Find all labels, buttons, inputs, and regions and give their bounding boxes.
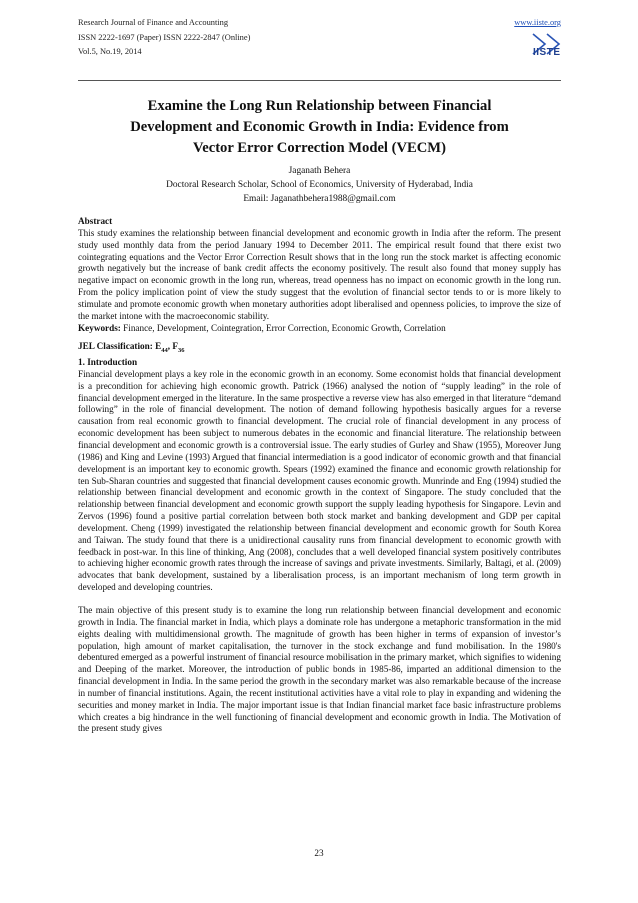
author-email: Email: Jaganathbehera1988@gmail.com — [243, 194, 396, 204]
jel-separator: , F — [167, 341, 178, 352]
jel-label: JEL Classification: E — [78, 341, 162, 352]
title-line: Vector Error Correction Model (VECM) — [193, 140, 446, 156]
title-line: Examine the Long Run Relationship between Financial — [147, 98, 492, 114]
paper-title — [78, 96, 561, 159]
page-number: 23 — [314, 848, 324, 858]
jel-code-sub: 44 — [161, 347, 168, 355]
author-affiliation: Doctoral Research Scholar, School of Economics, University of Hyderabad, India — [166, 180, 473, 190]
author-name: Jaganath Behera — [288, 166, 351, 176]
keywords-line — [78, 323, 561, 335]
jel-code-sub: 36 — [177, 347, 185, 355]
spacer — [78, 594, 561, 605]
introduction-heading: 1. Introduction — [78, 357, 138, 368]
keywords-text: Finance, Development, Cointegration, Error Correction, Economic Growth, Correlation — [123, 322, 446, 333]
header-divider — [78, 80, 561, 81]
journal-website-link[interactable]: www.iiste.org — [514, 18, 561, 27]
journal-issn: ISSN 2222-1697 (Paper) ISSN 2222-2847 (Online) — [78, 32, 251, 42]
journal-header — [78, 16, 561, 60]
abstract-heading: Abstract — [78, 216, 113, 226]
jel-classification — [78, 341, 561, 357]
author-block — [78, 164, 561, 206]
abstract-text: This study examines the relationship between financial development and economic growth in India after the reform. The present study used monthly data from the period January 1994 to December 2011. The empirical result found that there exist two cointegrating equations and the Vector Error Correction Result shows that in the long run the stock market is affecting economic growth negatively but the increase of bank credit affects the economy positively. The result also found that money supply has negative impact on economic growth in the long run, whereas, tread openness has no impact on economic growth in the long run. From the policy implication point of view the study suggest that the evolution of financial sector tends to or is more likely to stimulate and promote economic growth when monetary authorities adopt liberalised and openness policies, to improve the size of the market intone with the macroeconomic stability. — [78, 227, 561, 321]
introduction-paragraph: The main objective of this present study is to examine the long run relationship between financial development and economic growth in India. The financial market in India, which plays a dominate role has undergone a metaphoric transformation in the mid eights dealing with multidimensional growth. The magnitude of growth has been higher in terms of expansion of investor’s population, high amount of market capitalisation, the turnover in the stock exchange and fund mobilisation. In the 1980's debentured emerged as a powerful instrument of financial resource mobilisation in the primary market, which signifies to widening and Deeping of the market. Moreover, the introduction of public bonds in 1985-86, imparted an additional dimension to the financial development in India. In the same period the growth in the secondary market was also remarkable because of the increase in number of financial institutions. Again, the recent institutional activities have a vital role to play in expanding and widening the securities and money market in India. The major important issue is that Indian financial market face basic infrastructure problems which creates a big hindrance in the well functioning of financial development and economic growth in India. The Motivation of the present study gives — [78, 604, 561, 734]
iiste-logo-text: IISTE — [533, 47, 561, 58]
journal-volume: Vol.5, No.19, 2014 — [78, 47, 142, 56]
introduction-paragraph: Financial development plays a key role in the economic growth in an economy. Some economist holds that financial development is a precondition for achieving high economic growth. Patrick (1966) analysed the notion of “supply leading” in the role of financial development emerged in the literature. In the same prospective a reverse view has also emerged in that literature “demand following” in the role of financial development. The notion of demand following hypothesis basically argues for a reverse causation from real economic growth to financial development. The crucial role of financial development in any process of economic development has been subject to numerous debates in the economic and financial literature. The relationship between financial development and economic growth is a controversial issue. The early studies of Gurley and Shaw (1955), Moreover Jung (1986) and King and Levine (1993) Argued that financial intermediation is a good indicator of economic growth and that financial development is an important key to economic growth. Spears (1992) examined the finance and economic growth relationship for ten Sub-Sharan countries and suggested that financial development causes economic growth. Munrinde and Eng (1994) studied the relationship between financial development and economic growth in the context of Singapore. The study concluded that the relationship between financial development and economic growth support the supply leading hypothesis for Singapore. Levin and Zervos (1996) found a positive partial correlation between both stock market and banking development and GDP per capital development. Cheng (1999) investigated the relationship between financial development and economic growth for South Korea and Taiwan. The study found that there is a unidirectional causality runs from financial development to economic growth with feedback in post-war. In this line of thinking, Ang (2008), concludes that a well developed financial system positively contributes to achieving higher economic growth rates through the increase of savings and private investments. Similarly, Baltagi, et al. (2009) advocates that bank development, sustained by a liberalisation process, is an important mechanism of long term growth in developed and developing countries. — [78, 368, 561, 593]
paper-body — [78, 216, 561, 735]
journal-name: Research Journal of Finance and Accounting — [78, 18, 229, 27]
spacer — [78, 334, 561, 341]
keywords-label: Keywords: — [78, 322, 121, 333]
title-line: Development and Economic Growth in India: Evidence from — [130, 119, 509, 135]
